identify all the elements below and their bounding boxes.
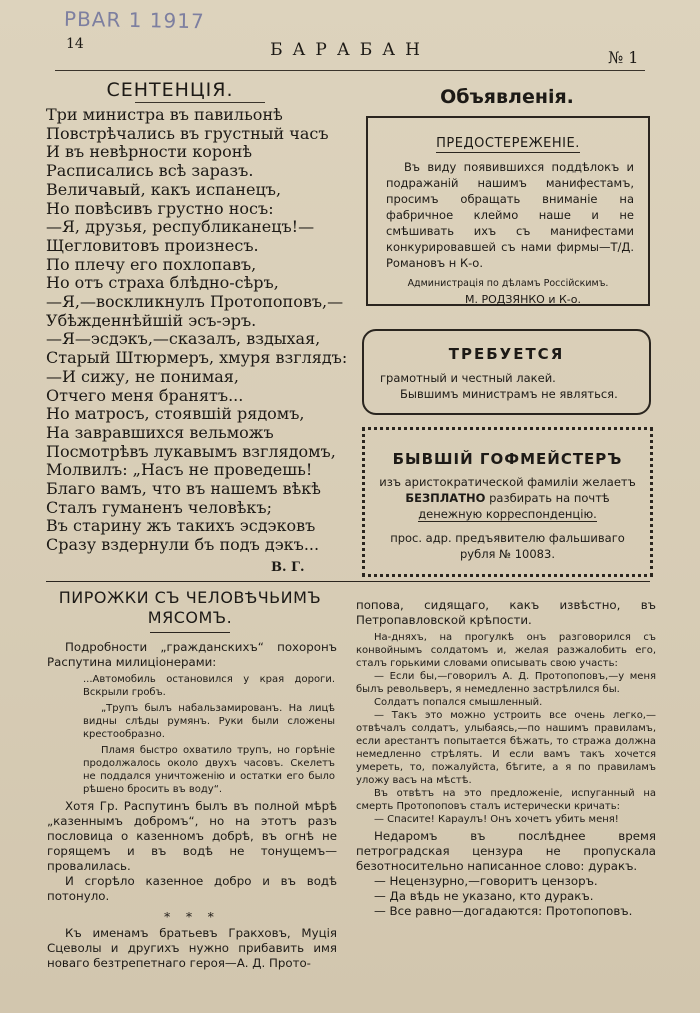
poem-line: Щегловитовъ произнесъ. xyxy=(46,235,259,255)
correspondence-emphasis: денежную корреспонденцію. xyxy=(418,507,597,521)
poem-signature: В. Г. xyxy=(271,560,305,575)
warning-body: Въ виду появившихся поддѣлокъ и подражаній нашимъ манифестамъ, просимъ обращать вниманіе на фабричное клеймо наше и не смѣшивать ихъ съ манифестами конкурировавшей съ нами фирмы—Т/Д. Романовъ н К-о. xyxy=(386,160,634,270)
poem-line: По плечу его похлопавъ, xyxy=(46,254,257,274)
poem-line: Сталъ гуманенъ человѣкъ; xyxy=(46,497,272,517)
article-paragraph: попова, сидящаго, какъ извѣстно, въ Петропавловской крѣпости. xyxy=(356,598,656,627)
article-title-rule xyxy=(150,632,230,633)
poem-title-rule xyxy=(135,102,265,103)
poem-title: СЕНТЕНЦІЯ. xyxy=(106,79,234,101)
poem-line: Три министра въ павильонѣ xyxy=(46,105,283,124)
poem-line: Отчего меня бранятъ... xyxy=(46,385,244,405)
header-rule xyxy=(55,70,645,71)
article-paragraph: — Такъ это можно устроить все очень легко,—отвѣчалъ солдатъ, улыбаясь,—по нашимъ правиламъ, если арестантъ попытается бѣжать, то стража должна немедленно стрѣлять. И если вамъ такъ хочется умереть, то, пожалуйста, бѣгите, а я по правиламъ уложу васъ на мѣстѣ. xyxy=(356,710,656,786)
section-rule xyxy=(46,581,650,582)
masthead: БАРАБАН xyxy=(270,40,430,60)
poem-line: Убѣжденнѣйшій эсъ-эръ. xyxy=(46,310,257,330)
poem-line: Старый Штюрмеръ, хмуря взглядъ: xyxy=(46,348,348,368)
poem-line: Но матросъ, стоявшій рядомъ, xyxy=(46,404,305,424)
poem-line: На завравшихся вельможъ xyxy=(46,422,274,442)
article-paragraph: — Нецензурно,—говоритъ цензоръ. xyxy=(374,874,598,888)
archive-stamp: PBAR 1 1917 xyxy=(63,6,205,34)
wanted-line-2: Бывшимъ министрамъ не являться. xyxy=(400,387,618,401)
poem-line: —Я,—воскликнулъ Протопоповъ,— xyxy=(46,292,344,312)
poem-line: Но отъ страха блѣдно-сѣръ, xyxy=(46,273,279,293)
wanted-ad xyxy=(362,329,651,415)
poem-line: —И сижу, не понимая, xyxy=(46,366,239,386)
ads-heading: Объявленія. xyxy=(440,86,574,108)
wanted-line-1: грамотный и честный лакей. xyxy=(380,371,556,385)
article-paragraph: Недаромъ въ послѣднее время петроградская цензура не пропускала безотносительно написанное слово: дуракъ. xyxy=(356,829,656,873)
poem-text xyxy=(46,106,347,555)
poem-line: Посмотрѣвъ лукавымъ взглядомъ, xyxy=(46,441,336,461)
poem-line: Молвилъ: „Насъ не проведешь! xyxy=(46,460,313,480)
poem-line: И въ невѣрности коронѣ xyxy=(46,142,253,162)
article-paragraph: Къ именамъ братьевъ Гракховъ, Муція Сцеволы и другихъ нужно прибавить имя новаго безтрепетнаго героя—А. Д. Прото- xyxy=(47,926,337,970)
poem-line: Сразу вздернули бъ подъ дэкъ... xyxy=(46,535,320,555)
warning-signature-name: М. РОДЗЯНКО и К-о. xyxy=(465,293,581,306)
article-paragraph: — Если бы,—говорилъ А. Д. Протопоповъ,—у меня былъ револьверъ, я немедленно застрѣлился бы. xyxy=(356,671,656,695)
article-paragraph: На-дняхъ, на прогулкѣ онъ разговорился съ конвойнымъ солдатомъ и, желая разжалобить его, сталъ горькими словами описывать свою участь: xyxy=(356,632,656,669)
poem-line: Благо вамъ, что въ нашемъ вѣкѣ xyxy=(46,479,321,499)
chamberlain-heading: БЫВШІЙ ГОФМЕЙСТЕРЪ xyxy=(392,450,623,468)
article-paragraph: Въ отвѣтъ на это предложеніе, испуганный на смерть Протопоповъ сталъ истерически кричать: xyxy=(356,788,656,812)
poem-line: Повстрѣчались въ грустный часъ xyxy=(46,123,329,143)
article-quote: ...Автомобиль остановился у края дороги. Вскрыли гробъ. xyxy=(83,674,335,698)
free-emphasis: БЕЗПЛАТНО xyxy=(405,491,486,505)
poem-line: Но повѣсивъ грустно носъ: xyxy=(46,198,274,218)
article-paragraph: — Спасите! Караулъ! Онъ хочетъ убить меня! xyxy=(374,814,619,825)
article-column-right xyxy=(356,598,656,919)
chamberlain-body: изъ аристократической фамиліи желаетъ БЕЗПЛАТНО разбирать на почтѣ денежную корреспонденцію. xyxy=(379,475,636,521)
warning-signature-org: Администрація по дѣламъ Россійскимъ. xyxy=(407,278,609,289)
poem-line: Расписались всѣ заразъ. xyxy=(46,161,254,181)
article-paragraph: Хотя Гр. Распутинъ былъ въ полной мѣрѣ „казеннымъ добромъ“, но на этотъ разъ пословица о казенномъ добрѣ, въ огнѣ не горящемъ и въ водѣ не тонущемъ—провалилась. xyxy=(47,799,337,873)
poem-line: Въ старину жъ такихъ эсдэковъ xyxy=(46,516,316,536)
warning-ad xyxy=(366,116,650,306)
article-paragraph: Солдатъ попался смышленный. xyxy=(374,697,543,708)
article-paragraph: — Все равно—догадаются: Протопоповъ. xyxy=(374,904,633,918)
issue-number: № 1 xyxy=(608,48,639,67)
poem-line: —Я, друзья, республиканецъ!— xyxy=(46,217,315,237)
chamberlain-address: прос. адр. предъявителю фальшиваго рубля № 10083. xyxy=(390,531,625,561)
warning-heading: ПРЕДОСТЕРЕЖЕНІЕ. xyxy=(436,136,580,151)
article-paragraph: — Да вѣдь не указано, кто дуракъ. xyxy=(374,889,594,903)
article-quote: Пламя быстро охватило трупъ, но горѣніе продолжалось около двухъ часовъ. Скелетъ не поддался уничтоженію и остатки его было рѣшено бросить въ воду“. xyxy=(83,745,335,795)
poem-line: Величавый, какъ испанецъ, xyxy=(46,179,282,199)
article-quote: „Трупъ былъ набальзамированъ. На лицѣ видны слѣды румянъ. Руки были сложены крестообразно. xyxy=(83,703,335,740)
poem-line: —Я—эсдэкъ,—сказалъ, вздыхая, xyxy=(46,329,321,349)
wanted-heading: ТРЕБУЕТСЯ xyxy=(448,345,565,363)
chamberlain-ad xyxy=(362,427,653,577)
article-title: ПИРОЖКИ СЪ ЧЕЛОВѢЧЬИМЪ МЯСОМЪ. xyxy=(58,588,322,627)
article-paragraph: И сгорѣло казенное добро и въ водѣ потонуло. xyxy=(47,874,337,903)
page-number: 14 xyxy=(66,36,84,52)
article-lead: Подробности „гражданскихъ“ похоронъ Распутина милиціонерами: xyxy=(47,640,337,669)
section-stars: * * * xyxy=(164,910,220,924)
article-column-left xyxy=(47,640,337,971)
